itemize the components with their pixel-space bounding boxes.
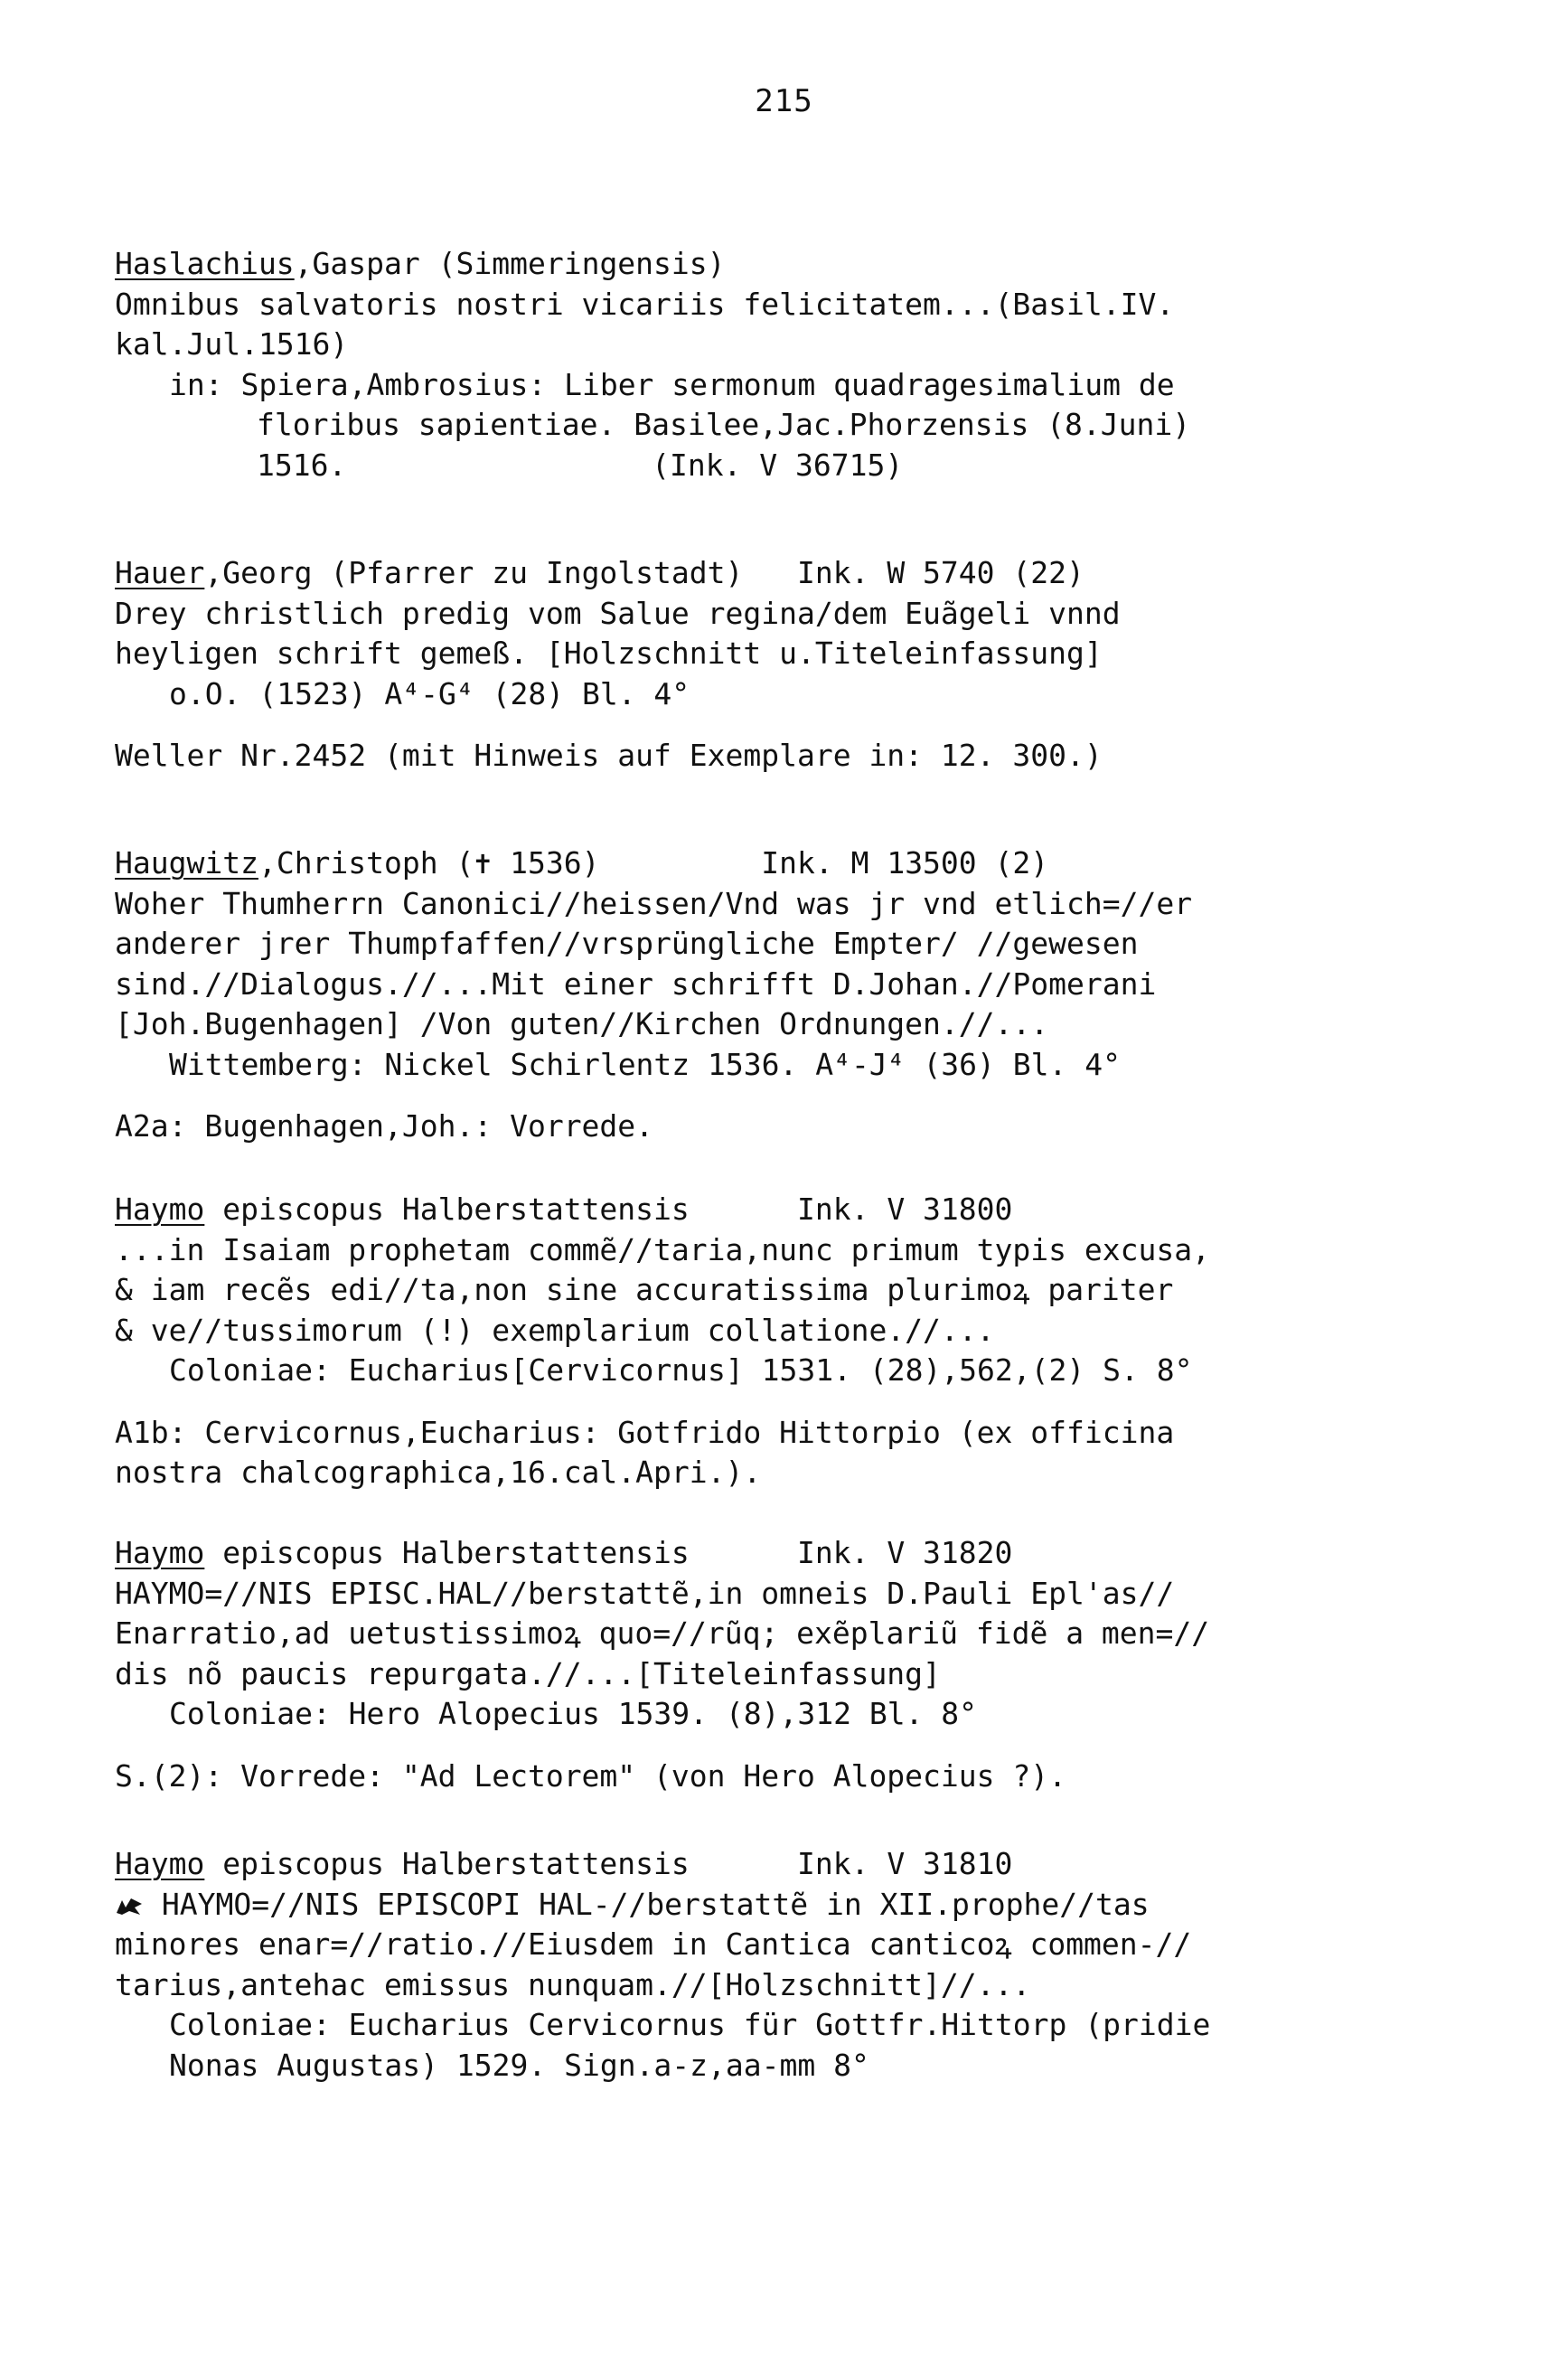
entry-line: HAYMO=//NIS EPISC.HAL//berstattẽ,in omneis D.Pauli Epl'as// (115, 1575, 1175, 1611)
entry-line: Coloniae: Eucharius[Cervicornus] 1531. (28),562,(2) S. 8° (169, 1352, 1193, 1388)
entry-heading (115, 553, 1326, 594)
author-name: Haslachius (115, 246, 295, 281)
entry-line-text: HAYMO=//NIS EPISCOPI HAL-//berstattẽ in XII.prophe//tas (161, 1886, 1150, 1922)
entry-line: & ve//tussimorum (!) exemplarium collatione.//... (115, 1312, 995, 1348)
entry-note: S.(2): Vorrede: "Ad Lectorem" (von Hero Alopecius ?). (115, 1757, 1066, 1794)
bibliographic-entry-haugwitz (115, 843, 1326, 1147)
heading-rest: episcopus Halberstattensis Ink. V 31810 (204, 1846, 1013, 1881)
entry-line: minores enar=//ratio.//Eiusdem in Cantica canticoꝝ commen-// (115, 1926, 1192, 1962)
entry-heading (115, 843, 1326, 884)
entry-line: kal.Jul.1516) (115, 326, 349, 362)
entry-line: Enarratio,ad uetustissimoꝝ quo=//rũq; exẽplariũ fidẽ a men=// (115, 1615, 1210, 1651)
entry-line: Coloniae: Hero Alopecius 1539. (8),312 Bl. 8° (169, 1696, 978, 1731)
author-name: Haugwitz (115, 845, 258, 881)
heading-rest: episcopus Halberstattensis Ink. V 31800 (204, 1191, 1013, 1227)
entry-note: Weller Nr.2452 (mit Hinweis auf Exemplare in: 12. 300.) (115, 738, 1103, 773)
entry-line: Coloniae: Eucharius Cervicornus für Gottfr.Hittorp (pridie (169, 2007, 1211, 2042)
entry-note: A1b: Cervicornus,Eucharius: Gotfrido Hittorpio (ex officina (115, 1414, 1175, 1450)
heading-rest: ,Christoph (✝ 1536) Ink. M 13500 (2) (258, 845, 1049, 881)
heading-rest: ,Georg (Pfarrer zu Ingolstadt) Ink. W 5740 (22) (204, 555, 1084, 590)
entry-line: [Joh.Bugenhagen] /Von guten//Kirchen Ordnungen.//... (115, 1006, 1049, 1041)
entry-heading (115, 1844, 1326, 1885)
bibliographic-entry-haymo-31810 (115, 1844, 1326, 2086)
entry-line: 1516. (Ink. V 36715) (257, 447, 904, 483)
entry-note: nostra chalcographica,16.cal.Apri.). (115, 1455, 762, 1490)
heading-rest: episcopus Halberstattensis Ink. V 31820 (204, 1535, 1013, 1570)
bibliographic-entry-haymo-31800 (115, 1190, 1326, 1493)
author-name: Haymo (115, 1535, 205, 1570)
entry-line: heyligen schrift gemeß. [Holzschnitt u.Titeleinfassung] (115, 636, 1103, 671)
entry-line: dis nõ paucis repurgata.//...[Titeleinfassung] (115, 1655, 941, 1691)
author-name: Haymo (115, 1846, 205, 1881)
entry-line: Nonas Augustas) 1529. Sign.a-z,aa-mm 8° (169, 2047, 869, 2083)
entry-line: Drey christlich predig vom Salue regina/dem Euãgeli vnnd (115, 595, 1121, 631)
entry-heading (115, 244, 1326, 285)
entry-line: ...in Isaiam prophetam commẽ//taria,nunc primum typis excusa, (115, 1231, 1210, 1267)
entry-line: Woher Thumherrn Canonici//heissen/Vnd was jr vnd etlich=//er (115, 885, 1193, 921)
entry-heading (115, 1533, 1326, 1574)
bibliographic-entry-haymo-31820 (115, 1533, 1326, 1796)
entry-heading (115, 1190, 1326, 1230)
bibliographic-entry-haslachius (115, 244, 1326, 485)
entry-line: sind.//Dialogus.//...Mit einer schrifft D.Johan.//Pomerani (115, 965, 1157, 1002)
entry-line: Omnibus salvatoris nostri vicariis felicitatem...(Basil.IV. (115, 286, 1175, 322)
entry-line: Wittemberg: Nickel Schirlentz 1536. A⁴-J⁴ (36) Bl. 4° (169, 1046, 1121, 1082)
author-name: Hauer (115, 555, 205, 590)
entry-line: anderer jrer Thumpfaffen//vrsprüngliche Empter/ //gewesen (115, 926, 1139, 961)
entry-note: A2a: Bugenhagen,Joh.: Vorrede. (115, 1108, 654, 1144)
printers-mark-icon (115, 1895, 144, 1917)
heading-rest: ,Gaspar (Simmeringensis) (294, 246, 726, 281)
entry-line: in: Spiera,Ambrosius: Liber sermonum quadragesimalium de (169, 366, 1175, 402)
entry-line: floribus sapientiae. Basilee,Jac.Phorzensis (8.Juni) (257, 407, 1191, 442)
bibliographic-entry-hauer (115, 553, 1326, 777)
entry-line: tarius,antehac emissus nunquam.//[Holzschnitt]//... (115, 1966, 1031, 2002)
entry-line: o.O. (1523) A⁴-G⁴ (28) Bl. 4° (169, 675, 690, 711)
entry-line: & iam recẽs edi//ta,non sine accuratissima plurimoꝝ pariter (115, 1272, 1174, 1307)
entry-line (115, 1885, 1326, 1926)
author-name: Haymo (115, 1191, 205, 1227)
page-number: 215 (755, 83, 813, 119)
